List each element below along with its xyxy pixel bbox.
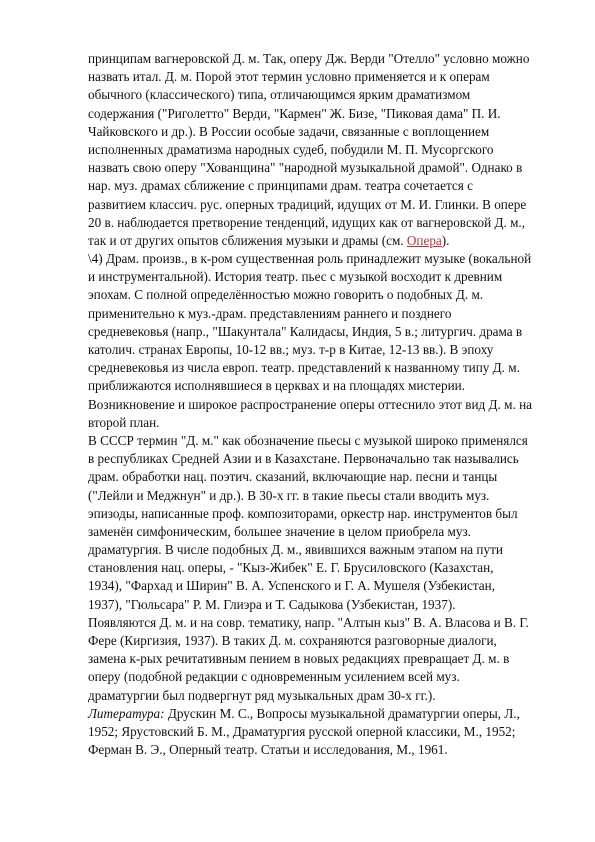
text-line: Ферман В. Э., Оперный театр. Статьи и исследования, М., 1961. [88,742,448,758]
text-line: принципам вагнеровской Д. м. Так, оперу Дж. Верди "Отелло" условно можно [88,51,530,66]
text-fragment: Друскин М. С., Вопросы музыкальной драматургии оперы, Л., [164,705,520,721]
text-line: драматургия. В числе подобных Д. м., явившихся важным этапом на пути [88,542,503,558]
text-line: и инструментальной). История театр. пьес с музыкой восходит к древним [88,269,503,285]
bibliography-line [88,705,558,723]
text-line: ("Лейли и Меджнун" и др.). В 30-х гг. в такие пьесы стали вводить муз. [88,487,490,503]
text-line: 1937), "Гюльсара" Р. М. Глиэра и Т. Садыкова (Узбекистан, 1937). [88,596,456,612]
text-line: Фере (Киргизия, 1937). В таких Д. м. сохраняются разговорные диалоги, [88,633,497,648]
text-line: эпизоды, написанные проф. композиторами, оркестр нар. инструментов был [88,505,518,521]
text-line: нар. муз. драмах сближение с принципами драм. театра сочетается с [88,178,473,194]
text-line: заменён симфоническим, большее значение в целом приобрела муз. [88,523,471,539]
text-line: средневековья (напр., "Шакунтала" Калидасы, Индия, 5 в.; литургич. драма в [88,323,523,339]
text-line: приближаются исполнявшиеся в церквах и на площадях мистерии. [88,378,466,394]
bibliography-label: Литература: [88,705,165,721]
text-line: оперу (подобной редакции с одновременным усилением всей муз. [88,669,460,685]
text-line: 20 в. наблюдается претворение тенденций, идущих как от вагнеровской Д. м., [88,214,526,230]
text-line: Появляются Д. м. и на совр. тематику, напр. "Алтын кыз" В. А. Власова и В. Г. [88,614,529,630]
article-text [88,50,558,759]
text-line: становления нац. оперы, - "Кыз-Жибек" Е. Г. Брусиловского (Казахстан, [88,560,494,576]
text-line: применительно к муз.-драм. представлениям раннего и позднего [88,305,452,321]
text-line: обычного (классического) типа, отличающимся ярким драматизмом [88,87,471,103]
text-line: исполненных драматизма народных судеб, побудили М. П. Мусоргского [88,141,494,157]
text-line: драм. обработки нац. поэтич. сказаний, включающие нар. песни и танцы [88,469,498,485]
text-line: католич. странах Европы, 10-12 вв.; муз. т-р в Китае, 12-13 вв.). В эпоху [88,342,494,357]
text-line: драматургии был подвергнут ряд музыкальных драм 30-х гг.). [88,687,436,703]
text-line: назвать свою оперу "Хованщина" "народной музыкальной драмой". Однако в [88,160,523,176]
text-line: развитием классич. рус. оперных традиций, идущих от М. И. Глинки. В опере [88,196,527,212]
text-fragment: так и от других опытов сближения музыки и драмы (см. [88,232,407,248]
text-line-with-link [88,232,558,250]
text-line: Возникновение и широкое распространение оперы оттеснило этот вид Д. м. на [88,396,532,412]
text-line: В СССР термин "Д. м." как обозначение пьесы с музыкой широко применялся [88,432,528,448]
text-line: средневековья из числа европ. театр. представлений к названному типу Д. м. [88,360,520,376]
text-line: Чайковского и др.). В России особые задачи, связанные с воплощением [88,123,490,139]
text-fragment: ). [441,232,450,248]
text-line: эпохам. С полной определённостью можно говорить о подобных Д. м. [88,287,484,303]
text-line: содержания ("Риголетто" Верди, "Кармен" Ж. Бизе, "Пиковая дама" П. И. [88,105,501,121]
text-line: в республиках Средней Азии и в Казахстане. Первоначально так назывались [88,451,519,467]
text-line: 1934), "Фархад и Ширин" В. А. Успенского и Г. А. Мушеля (Узбекистан, [88,578,495,594]
text-line: второй план. [88,414,160,430]
text-line: назвать итал. Д. м. Порой этот термин условно применяется и к операм [88,69,490,85]
text-line: \4) Драм. произв., в к-ром существенная роль принадлежит музыке (вокальной [88,251,532,267]
opera-link[interactable]: Опера [406,232,442,248]
text-line: 1952; Ярустовский Б. М., Драматургия русской оперной классики, М., 1952; [88,723,516,739]
text-line: замена к-рых речитативным пением в новых редакциях превращает Д. м. в [88,651,510,667]
